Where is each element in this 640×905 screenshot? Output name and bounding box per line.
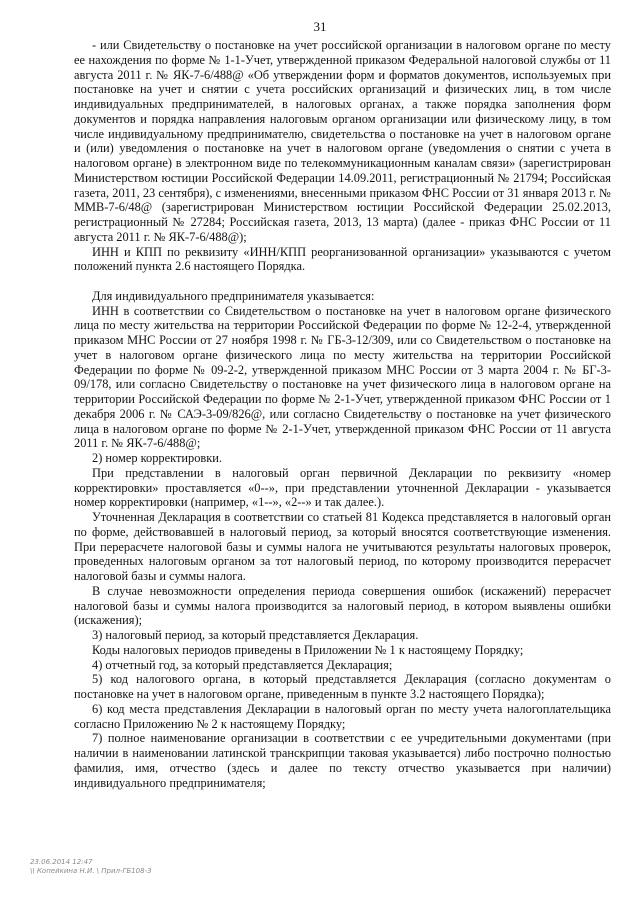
paragraph: 6) код места представления Декларации в налоговый орган по месту учета налогоплательщика согласно Приложению № 2 к настоящему Порядку; [74,701,611,731]
paragraph: ИНН в соответствии со Свидетельством о постановке на учет в налоговом органе физического лица по месту жительства на территории Российской Федерации по форме № 12-2-4, утвержденной приказом МНС России от 27 ноября 1998 г. № ГБ-3-12/309, или со Свидетельством о постановке на учет в налоговом органе физического лица по месту жительства на территории Российской Федерации по форме № 09-2-2, утвержденной приказом МНС России от 3 марта 2004 г. № БГ-3-09/178, или согласно Свидетельству о постановке на учет физического лица в налоговом органе на территории Российской Федерации по форме № 2-1-Учет, утвержденной приказом ФНС России от 1 декабря 2006 г. № САЭ-3-09/826@, или согласно Свидетельству о постановке на учет физического лица в налоговом органе по форме № 2-1-Учет, утвержденной приказом ФНС России от 11 августа 2011 г. № ЯК-7-6/488@; [74,303,611,451]
paragraph: В случае невозможности определения периода совершения ошибок (искажений) перерасчет налоговой базы и суммы налога производится за налоговый период, в котором выявлены ошибки (искажения); [74,583,611,628]
paragraph: Уточненная Декларация в соответствии со статьей 81 Кодекса представляется в налоговый орган по форме, действовавшей в налоговый период, за который вносятся соответствующие изменения. При перерасчете налоговой базы и суммы налога не учитываются результаты налоговых проверок, проведенных налоговым органом за тот налоговый период, по которому производится перерасчет налоговой базы и суммы налога. [74,510,611,583]
paragraph: - или Свидетельству о постановке на учет российской организации в налоговом органе по месту ее нахождения по форме № 1-1-Учет, утвержденной приказом Федеральной налоговой службы от 11 августа 2011 г. № ЯК-7-6/488@ «Об утверждении форм и форматов документов, используемых при постановке на учет и снятии с учета российских организаций и физических лиц, в том числе индивидуальных предпринимателей, в налоговых органах, а также порядка заполнения форм документов и порядка направления налоговым органом организации или физическому лицу, в том числе индивидуальному предпринимателю, свидетельства о постановке на учет в налоговом органе и (или) уведомления о постановке на учет в налоговом органе (уведомления о снятии с учета в налоговом органе) в электронном виде по телекоммуникационным каналам связи» (зарегистрирован Министерством юстиции Российской Федерации 14.09.2011, регистрационный № 21794; Российская газета, 2011, 23 сентября), с изменениями, внесенными приказом ФНС России от 31 января 2013 г. № ММВ-7-6/48@ (зарегистрирован Министерством юстиции Российской Федерации 25.02.2013, регистрационный № 27284; Российская газета, 2013, 13 марта) (далее - приказ ФНС России от 11 августа 2011 г. № ЯК-7-6/488@); [74,38,611,244]
paragraph: ИНН и КПП по реквизиту «ИНН/КПП реорганизованной организации» указываются с учетом положений пункта 2.6 настоящего Порядка. [74,244,611,274]
footer-file-path: \\ Копейкина Н.И. \ Прил-ГБ108-3 [30,867,152,875]
paragraph: 7) полное наименование организации в соответствии с ее учредительными документами (при наличии в наименовании латинской транскрипции таковая указывается) либо построчно полностью фамилия, имя, отчество (здесь и далее по тексту отчество указывается при наличии) индивидуального предпринимателя; [74,731,611,790]
page-number: 31 [313,19,327,34]
document-body [74,38,611,790]
paragraph: При представлении в налоговый орган первичной Декларации по реквизиту «номер корректировки» проставляется «0--», при представлении уточненной Декларации - указывается номер корректировки (например, «1--», «2--» и так далее.). [74,465,611,510]
footer-stamp [30,858,152,876]
paragraph: 3) налоговый период, за который представляется Декларация. [92,628,419,642]
paragraph: 5) код налогового органа, в который представляется Декларация (согласно документам о постановке на учет в налоговом органе, приведенным в пункте 3.2 настоящего Порядка); [74,672,611,701]
paragraph: 2) номер корректировки. [92,451,223,465]
paragraph: Коды налоговых периодов приведены в Приложении № 1 к настоящему Порядку; [92,642,524,657]
paragraph: 4) отчетный год, за который представляется Декларация; [92,657,393,672]
paragraph: Для индивидуального предпринимателя указывается: [92,288,375,303]
footer-timestamp: 23.06.2014 12:47 [30,858,93,866]
